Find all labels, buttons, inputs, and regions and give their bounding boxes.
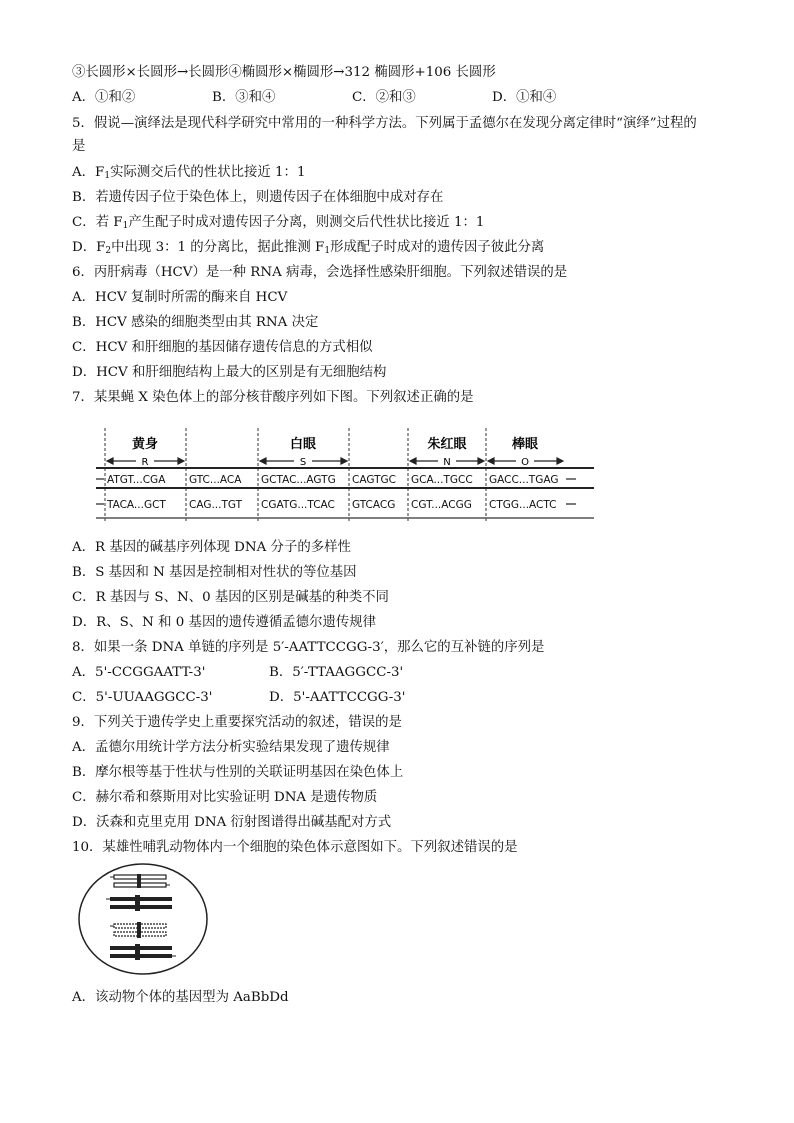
gene-symbol-o: O [521, 457, 529, 468]
q8-option-c: C．5'-UUAAGGCC-3' [72, 690, 213, 705]
gene-symbol-n: N [443, 457, 451, 468]
q6-stem: 6．丙肝病毒（HCV）是一种 RNA 病毒，会选择性感染肝细胞。下列叙述错误的是 [72, 265, 568, 280]
q6-option-b: B．HCV 感染的细胞类型由其 RNA 决定 [72, 315, 319, 330]
q5-stem-cont: 是 [72, 139, 86, 154]
q7-option-a: A．R 基因的碱基序列体现 DNA 分子的多样性 [72, 540, 351, 555]
gene-symbol-r: R [141, 457, 149, 468]
chromosome-pair-3 [110, 922, 166, 938]
q5-option-b: B．若遗传因子位于染色体上，则遗传因子在体细胞中成对存在 [72, 190, 444, 205]
q9-option-b: B．摩尔根等基于性状与性别的关联证明基因在染色体上 [72, 765, 404, 780]
bottom-seq-2: CAG...TGT [189, 499, 243, 511]
q5-a-sub: 1 [104, 171, 111, 181]
q6-option-c: C．HCV 和肝细胞的基因储存遗传信息的方式相似 [72, 340, 373, 355]
top-seq-1: ATGT...CGA [107, 474, 166, 486]
bottom-seq-3: CGATG...TCAC [261, 499, 335, 511]
gene-name-n: 朱红眼 [427, 437, 467, 452]
chromosome-pair-4 [110, 944, 176, 960]
q8-stem: 8．如果一条 DNA 单链的序列是 5′-AATTCCGG-3′，那么它的互补链的序列是 [72, 640, 545, 655]
q7-option-b: B．S 基因和 N 基因是控制相对性状的等位基因 [72, 565, 357, 580]
q6-option-d: D．HCV 和肝细胞结构上最大的区别是有无细胞结构 [72, 365, 387, 380]
q9-option-a: A．孟德尔用统计学方法分析实验结果发现了遗传规律 [72, 740, 390, 755]
q5-c-text-2: 产生配子时成对遗传因子分离，则测交后代性状比接近 1：1 [128, 215, 485, 230]
q9-stem: 9．下列关于遗传学史上重要探究活动的叙述，错误的是 [72, 715, 402, 730]
bottom-seq-5: CGT...ACGG [411, 499, 472, 511]
q9-option-c: C．赫尔希和蔡斯用对比实验证明 DNA 是遗传物质 [72, 790, 378, 805]
top-seq-2: GTC...ACA [189, 474, 242, 486]
gene-symbol-s: S [299, 457, 307, 468]
q8-option-a: A．5'-CCGGAATT-3' [72, 665, 206, 680]
q5-d-text: D．F [72, 240, 106, 255]
q6-option-a: A．HCV 复制时所需的酶来自 HCV [72, 290, 288, 305]
chromosome-pair-2 [106, 895, 172, 911]
q8-option-b: B．5′-TTAAGGCC-3' [269, 665, 404, 680]
q8-option-d: D．5'-AATTCCGG-3' [269, 690, 406, 705]
q5-option-a [72, 164, 305, 185]
top-seq-4: CAGTGC [352, 474, 396, 486]
q4-option-d: D．①和④ [492, 90, 557, 105]
q5-d-sub-2: 1 [324, 246, 331, 256]
bottom-seq-4: GTCACG [352, 499, 396, 511]
top-seq-5: GCA...TGCC [411, 474, 473, 486]
q10-stem: 10．某雄性哺乳动物体内一个细胞的染色体示意图如下。下列叙述错误的是 [72, 840, 518, 855]
chromosome-pair-1 [110, 874, 170, 888]
q7-stem: 7．某果蝇 X 染色体上的部分核苷酸序列如下图。下列叙述正确的是 [72, 390, 474, 405]
bottom-seq-1: TACA...GCT [107, 499, 166, 511]
q5-option-d [72, 239, 544, 260]
gene-name-r: 黄身 [131, 437, 159, 452]
q5-a-text: A．F [72, 165, 105, 180]
q4-option-b: B．③和④ [212, 90, 276, 105]
q5-c-text: C．若 F [72, 215, 123, 230]
q4-tail: ③长圆形×长圆形→长圆形④椭圆形×椭圆形→312 椭圆形+106 长圆形 [72, 65, 496, 80]
top-seq-6: GACC...TGAG [489, 474, 559, 486]
q5-option-c [72, 214, 484, 235]
q10-option-a: A．该动物个体的基因型为 AaBbDd [72, 990, 289, 1005]
gene-name-o: 棒眼 [511, 437, 539, 452]
q4-option-a: A．①和② [72, 90, 136, 105]
q9-option-d: D．沃森和克里克用 DNA 衍射图谱得出碱基配对方式 [72, 815, 392, 830]
q5-stem: 5．假说—演绎法是现代科学研究中常用的一种科学方法。下列属于孟德尔在发现分离定律时“演绎”过程的 [72, 116, 697, 131]
q7-dna-sequence-figure [96, 426, 594, 528]
bottom-seq-6: CTGG...ACTC [489, 499, 557, 511]
q4-option-c: C．②和③ [352, 90, 416, 105]
top-seq-3: GCTAC...AGTG [261, 474, 336, 486]
q10-chromosome-figure [76, 860, 210, 978]
q7-option-c: C．R 基因与 S、N、0 基因的区别是碱基的种类不同 [72, 590, 389, 605]
gene-name-s: 白眼 [289, 437, 317, 452]
q5-d-text-3: 形成配子时成对的遗传因子彼此分离 [330, 240, 545, 255]
q5-d-text-2: 中出现 3：1 的分离比，据此推测 F [111, 240, 325, 255]
q7-option-d: D．R、S、N 和 0 基因的遗传遵循孟德尔遗传规律 [72, 615, 377, 630]
q5-a-text-2: 实际测交后代的性状比接近 1：1 [110, 165, 306, 180]
q5-d-sub: 2 [105, 246, 112, 256]
q5-c-sub: 1 [122, 221, 129, 231]
